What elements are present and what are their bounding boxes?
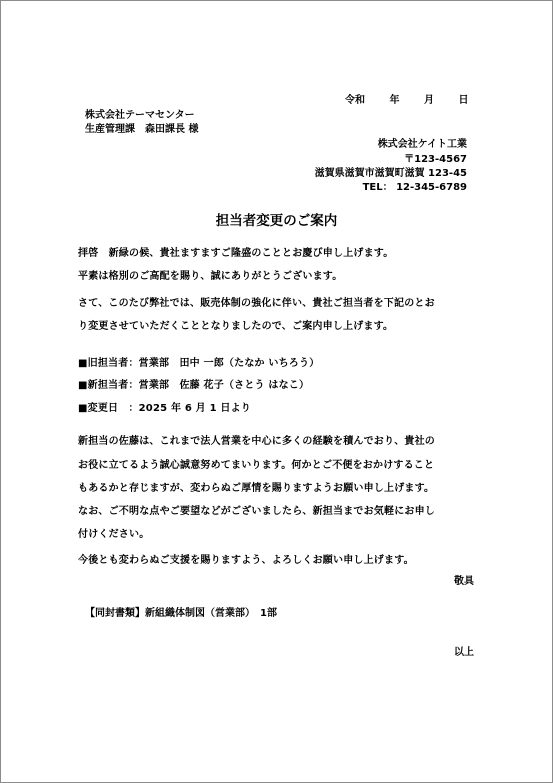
- greeting-line-1: 拝啓 新緑の候、貴社ますますご隆盛のこととお慶び申し上げます。: [78, 248, 394, 259]
- item-old-contact: ■旧担当者：営業部 田中 一郎（たなか いちろう）: [78, 358, 320, 369]
- sender-tel: TEL： 12-345-6789: [362, 182, 467, 193]
- para-line-2: お役に立てるよう誠心誠意努めてまいります。何かとご不便をおかけすること: [78, 460, 435, 471]
- sender-company: 株式会社ケイト工業: [377, 139, 467, 150]
- recipient-company: 株式会社テーマセンター: [85, 110, 195, 121]
- recipient-person: 生産管理課 森田課長 様: [85, 124, 199, 135]
- greeting-line-2: 平素は格別のご高配を賜り、誠にありがとうございます。: [78, 271, 343, 282]
- document-title: 担当者変更のご案内: [215, 213, 338, 229]
- main-line-1: さて、このたび弊社では、販売体制の強化に伴い、貴社ご担当者を下記のとお: [78, 298, 435, 309]
- date-era: 令和: [345, 95, 365, 106]
- sender-address: 滋賀県滋賀市滋賀町滋賀 123-45: [314, 168, 467, 179]
- item-change-date: ■変更日 ：2025 年 6 月 1 日より: [78, 403, 252, 414]
- date-day-unit: 日: [458, 95, 469, 106]
- date-line: [345, 96, 468, 106]
- enclosure-line: 【同封書類】新組織体制図（営業部） 1部: [85, 608, 277, 619]
- end-word: 以上: [454, 647, 474, 658]
- item-new-contact: ■新担当者：営業部 佐藤 花子（さとう はなこ）: [78, 380, 310, 391]
- sender-postal: 〒123-4567: [404, 154, 467, 165]
- closing-line: 今後とも変わらぬご支援を賜りますよう、よろしくお願い申し上げます。: [78, 555, 414, 566]
- main-line-2: り変更させていただくこととなりましたので、ご案内申し上げます。: [78, 321, 394, 332]
- para-line-3: もあるかと存じますが、変わらぬご厚情を賜りますようお願い申し上げます。: [78, 483, 435, 494]
- date-month-unit: 月: [423, 95, 434, 106]
- para-line-4: なお、ご不明な点やご要望などがございましたら、新担当までお気軽にお申し: [78, 506, 435, 517]
- closing-word: 敬具: [454, 576, 474, 587]
- para-line-1: 新担当の佐藤は、これまで法人営業を中心に多くの経験を積んでおり、貴社の: [78, 436, 435, 447]
- para-line-5: 付けください。: [78, 529, 150, 540]
- date-year-unit: 年: [389, 95, 400, 106]
